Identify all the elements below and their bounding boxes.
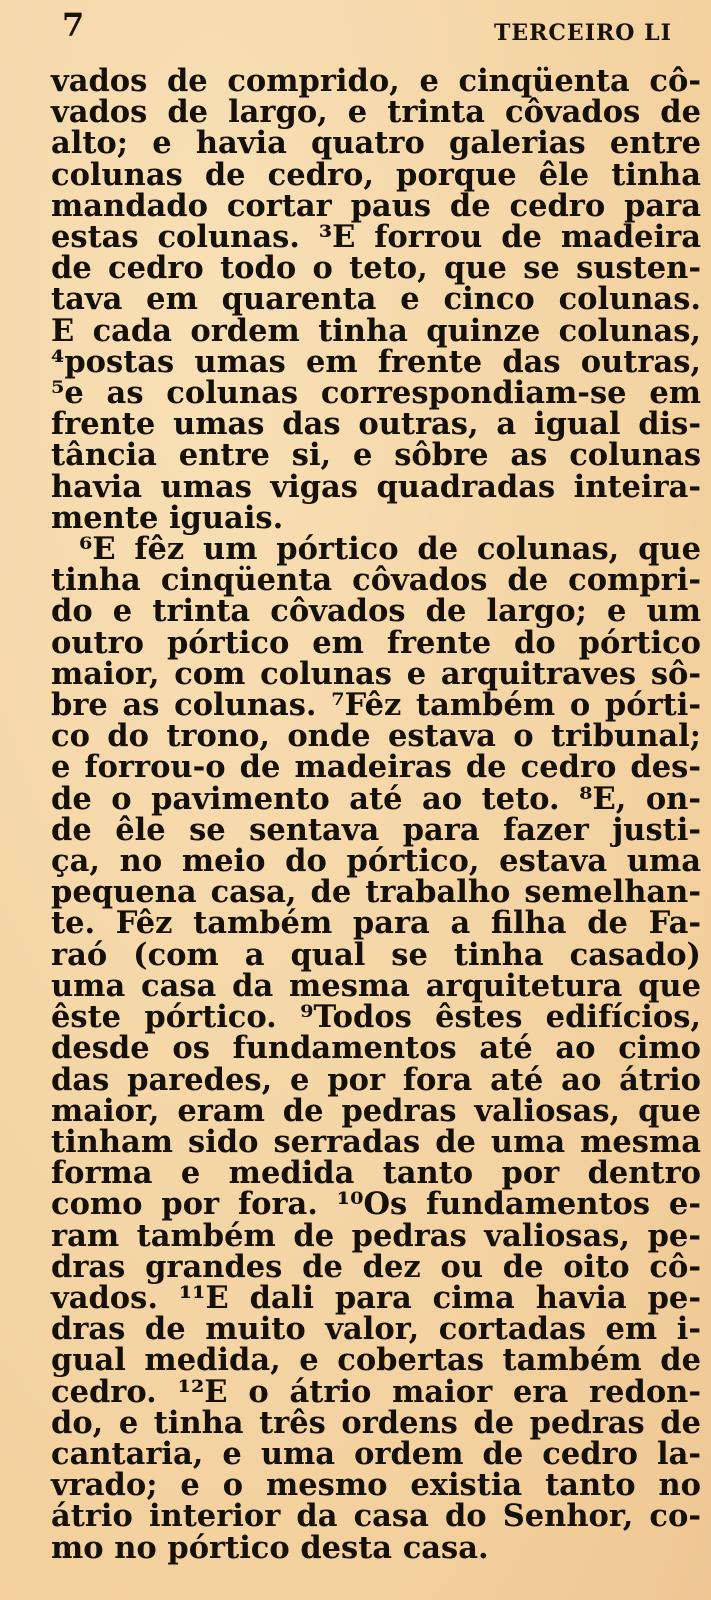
text-line: tinha cinqüenta côvados de compri-	[51, 562, 701, 599]
text-line: havia umas vigas quadradas inteira-	[51, 468, 701, 505]
text-line: como por fora. ¹⁰Os fundamentos e-	[51, 1186, 701, 1223]
text-line: mandado cortar paus de cedro para	[51, 187, 701, 224]
text-line: uma casa da mesma arquitetura que	[51, 967, 701, 1004]
text-line: ⁵e as colunas correspondiam-se em	[51, 375, 701, 412]
paragraph-end-line: mo no pórtico desta casa.	[51, 1529, 489, 1566]
text-line: ⁴postas umas em frente das outras,	[51, 343, 701, 380]
text-line: desde os fundamentos até ao cimo	[51, 1030, 701, 1067]
text-line: te. Fêz também para a filha de Fa-	[51, 905, 701, 942]
running-head: TERCEIRO LI	[494, 20, 672, 46]
text-line: tância entre si, e sôbre as colunas	[51, 437, 701, 474]
text-line: raó (com a qual se tinha casado)	[51, 936, 701, 973]
text-line: átrio interior da casa do Senhor, co-	[51, 1498, 701, 1535]
text-line: vados de comprido, e cinqüenta cô-	[51, 63, 701, 99]
body-text	[51, 63, 701, 1566]
text-line: maior, eram de pedras valiosas, que	[51, 1092, 701, 1129]
text-line: das paredes, e por fora até ao átrio	[51, 1061, 701, 1098]
text-line: dras grandes de dez ou de oito cô-	[51, 1248, 701, 1285]
text-line: e forrou-o de madeiras de cedro des-	[51, 749, 701, 786]
text-line: do, e tinha três ordens de pedras de	[51, 1404, 701, 1441]
text-line: maior, com colunas e arquitraves sô-	[51, 655, 701, 692]
text-line: E cada ordem tinha quinze colunas,	[51, 312, 701, 349]
paragraph-first-line: ⁶E fêz um pórtico de colunas, que	[79, 531, 701, 568]
text-line: estas colunas. ³E forrou de madeira	[51, 219, 701, 256]
text-line: tava em quarenta e cinco colunas.	[51, 281, 701, 318]
text-line: forma e medida tanto por dentro	[51, 1155, 701, 1192]
text-line: ça, no meio do pórtico, estava uma	[51, 843, 701, 880]
text-line: cantaria, e uma ordem de cedro la-	[51, 1435, 701, 1472]
text-line: de o pavimento até ao teto. ⁸E, on-	[51, 780, 701, 817]
text-line: tinham sido serradas de uma mesma	[51, 1123, 701, 1160]
text-line: êste pórtico. ⁹Todos êstes edifícios,	[51, 999, 701, 1036]
paragraph-end-line: mente iguais.	[51, 499, 284, 536]
text-line: cedro. ¹²E o átrio maior era redon-	[51, 1373, 701, 1410]
page-number: 7	[62, 6, 85, 44]
text-line: gual medida, e cobertas também de	[51, 1342, 701, 1379]
text-line: outro pórtico em frente do pórtico	[51, 624, 701, 661]
text-line: do e trinta côvados de largo; e um	[51, 593, 701, 630]
text-line: frente umas das outras, a igual dis-	[51, 406, 701, 443]
text-line: vados de largo, e trinta côvados de	[51, 94, 701, 131]
text-line: ram também de pedras valiosas, pe-	[51, 1217, 701, 1254]
text-line: bre as colunas. ⁷Fêz também o pórti-	[51, 687, 701, 724]
text-line: vados. ¹¹E dali para cima havia pe-	[51, 1279, 701, 1316]
text-line: colunas de cedro, porque êle tinha	[51, 156, 701, 193]
text-line: dras de muito valor, cortadas em i-	[51, 1311, 701, 1348]
text-line: alto; e havia quatro galerias entre	[51, 125, 701, 162]
text-line: de cedro todo o teto, que se susten-	[51, 250, 701, 287]
text-line: pequena casa, de trabalho semelhan-	[51, 874, 701, 911]
text-line: de êle se sentava para fazer justi-	[51, 811, 701, 848]
text-line: co do trono, onde estava o tribunal;	[51, 718, 701, 755]
text-line: vrado; e o mesmo existia tanto no	[51, 1467, 701, 1504]
